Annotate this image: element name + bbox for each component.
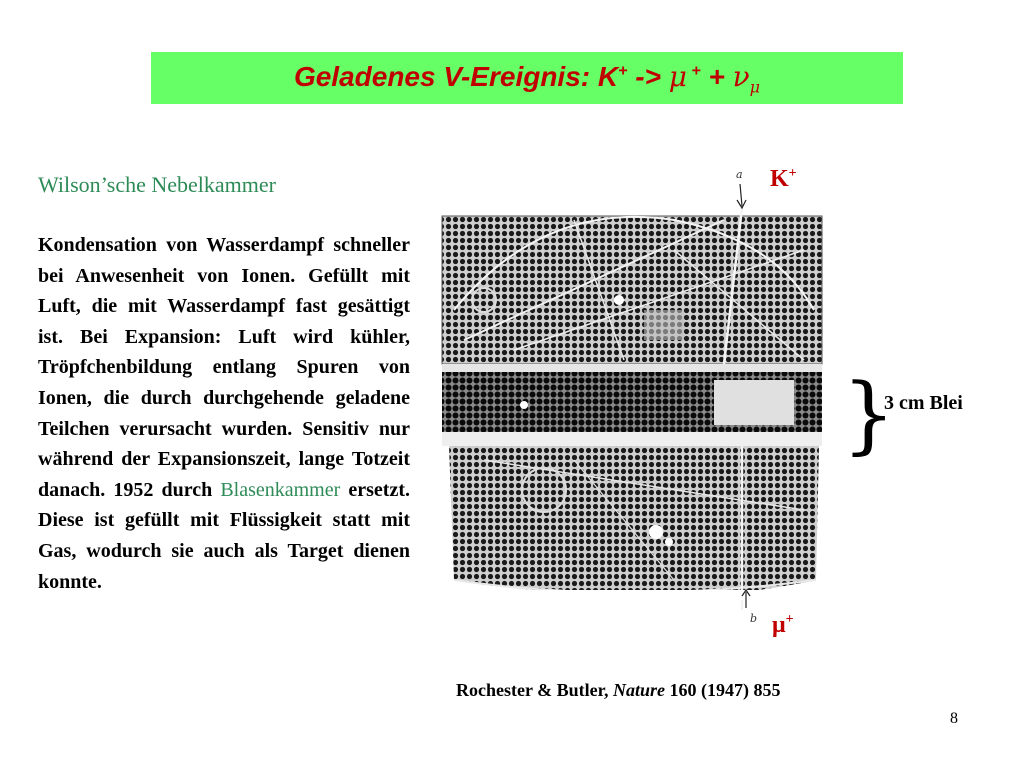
- upper-chamber: [442, 208, 822, 364]
- citation-authors: Rochester & Butler,: [456, 680, 613, 700]
- slide-title: [294, 60, 760, 97]
- body-paragraph: [38, 230, 410, 597]
- lead-thickness-label: 3 cm Blei: [884, 392, 963, 414]
- muon-symbol: μ: [772, 612, 786, 638]
- kaon-charge: +: [788, 166, 797, 181]
- curly-brace: }: [842, 365, 896, 463]
- citation-journal: Nature: [612, 680, 665, 700]
- title-muon-charge: +: [686, 62, 701, 80]
- cloud-chamber-photo: [424, 160, 836, 630]
- page-number: 8: [950, 710, 958, 727]
- muon-charge: +: [785, 612, 794, 627]
- kaon-symbol: K: [770, 166, 789, 192]
- title-arrow: ->: [627, 60, 669, 92]
- lower-chamber: [449, 446, 819, 610]
- section-heading: Wilson’sche Nebelkammer: [38, 172, 276, 197]
- marker-a-label: a: [736, 168, 743, 181]
- kaon-label: [770, 166, 797, 193]
- body-part2: ersetzt. Diese ist gefüllt mit Flüssigkeit statt mit Gas, wodurch sie auch als Target dienen konnte.: [38, 478, 410, 593]
- title-banner: [151, 52, 903, 104]
- citation: [456, 680, 781, 701]
- citation-reference: 160 (1947) 855: [665, 680, 781, 700]
- title-plus: +: [700, 60, 733, 92]
- bubble-chamber-term: Blasenkammer: [220, 478, 341, 501]
- marker-a-arrow: [740, 184, 742, 206]
- title-k-charge: +: [618, 62, 628, 80]
- title-muon: μ: [668, 59, 687, 93]
- lead-plate-region: [442, 372, 822, 432]
- marker-b-label: b: [750, 612, 758, 625]
- title-neutrino-flavor: μ: [749, 77, 761, 97]
- body-part1: Kondensation von Wasserdampf schneller bei Anwesenheit von Ionen. Gefüllt mit Luft, die mit Wasserdampf fast gesättigt ist. Bei Expansion: Luft wird kühler, Tröpfchenbildung entlang Spuren von Ionen, die durch durchgehende geladene Teilchen verursacht wurden. Sensitiv nur während der Expansionszeit, lange Totzeit danach. 1952 durch: [38, 234, 410, 501]
- muon-label: [772, 612, 794, 639]
- title-text: Geladenes V-Ereignis: K: [293, 60, 619, 92]
- title-neutrino: ν: [732, 59, 750, 93]
